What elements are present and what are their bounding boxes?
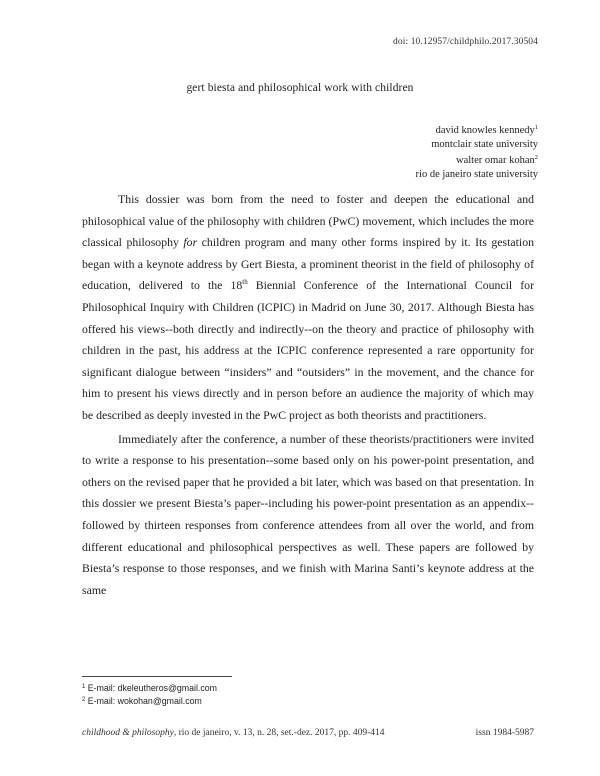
author-name: walter omar kohan$^2$ — [456, 154, 538, 167]
page-footer — [82, 728, 534, 738]
author-block — [416, 121, 538, 181]
author-name: david knowles kennedy$^1$ — [435, 124, 538, 136]
issn: issn 1984-5987 — [475, 728, 534, 738]
footnotes — [82, 682, 217, 707]
journal-name: childhood & philosophy — [82, 728, 174, 738]
footnote: $^2$ E-mail: wokohan@gmail.com — [82, 695, 202, 706]
paragraph: This dossier was born from the need to foster and deepen the educational and philosophical value of the philosophy with children (PwC) movement, which includes the more classical philosophy for children program and many other forms inspired by it. Its gestation began with a keynote address by Gert Biesta, a prominent theorist in the field of philosophy of education, delivered to the 18th Biennial Conference of the International Council for Philosophical Inquiry with Children (ICPIC) in Madrid on June 30, 2017. Although Biesta has offered his views--both directly and indirectly--on the theory and practice of philosophy with children in the past, his address at the ICPIC conference represented a rare opportunity for significant dialogue between “insiders” and “outsiders” in the movement, and the chance for him to present his views directly and in person before an audience the majority of which may be described as deeply invested in the PwC project as both theorists and practitioners. — [82, 192, 534, 422]
citation: childhood & philosophy, rio de janeiro, v. 13, n. 28, set.-dez. 2017, pp. 409-414 — [82, 728, 385, 738]
footnote-marker[interactable]: 2 — [534, 154, 538, 162]
author-affiliation: montclair state university — [431, 138, 538, 150]
footnote-divider — [82, 676, 232, 677]
body-text — [82, 189, 534, 601]
author-affiliation: rio de janeiro state university — [415, 168, 538, 180]
footnote: $^1$ E-mail: dkeleutheros@gmail.com — [82, 683, 217, 693]
paragraph: Immediately after the conference, a number of these theorists/practitioners were invited to write a response to his presentation--some based only on his power-point presentation, and others on the revised paper that he provided a bit later, which was based on that presentation. In this dossier we present Biesta’s paper--including his power-point presentation as an appendix--followed by thirteen responses from conference attendees from all over the world, and from different educational and philosophical perspectives as well. These papers are followed by Biesta’s response to those responses, and we finish with Marina Santi’s keynote address at the same — [82, 431, 534, 597]
doi-header: doi: 10.12957/childphilo.2017.30504 — [393, 37, 538, 47]
footnote-marker[interactable]: 1 — [534, 124, 538, 131]
article-title: gert biesta and philosophical work with children — [186, 82, 414, 94]
